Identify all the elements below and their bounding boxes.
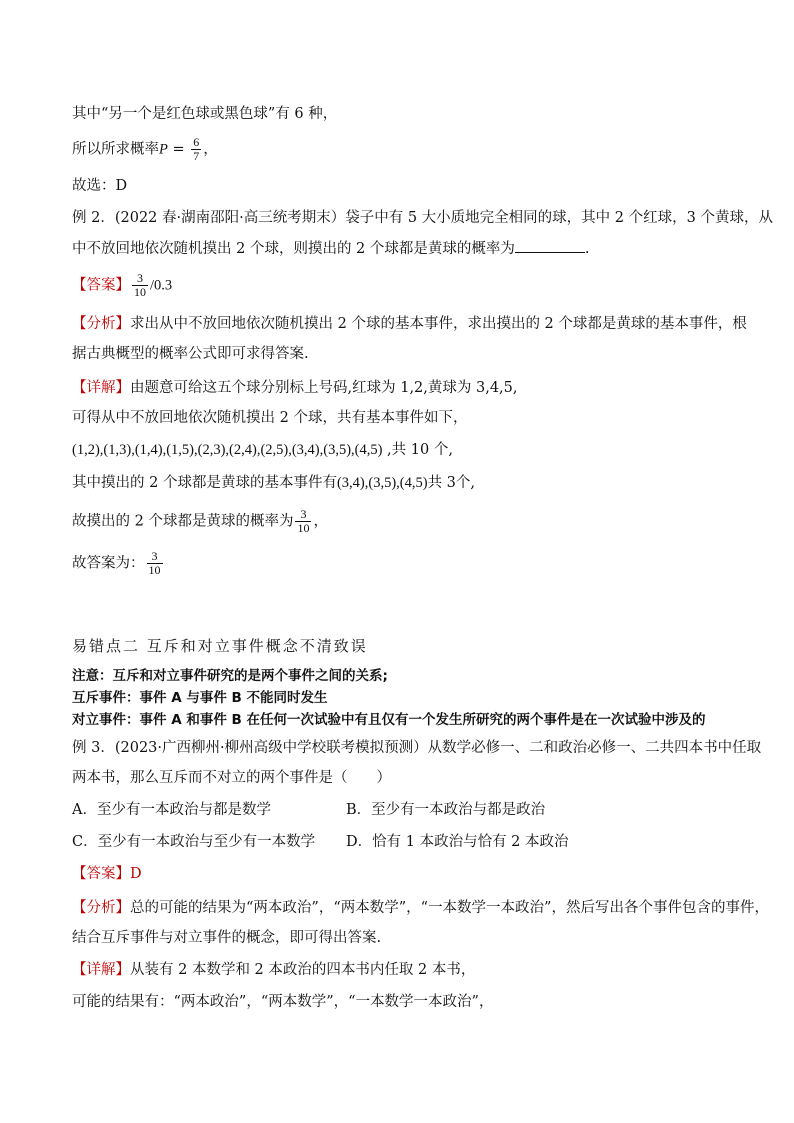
analysis-line-1: 【分析】求出从中不放回地依次随机摸出 2 个球的基本事件，求出摸出的 2 个球都是黄球的基本事件，根 — [72, 316, 747, 332]
fraction: $\frac{3}{10}$ — [134, 271, 146, 299]
text-line-14: 故答案为： $\frac{3}{10}$ — [72, 549, 161, 577]
text-line-4: 例 2．(2022 春·湖南邵阳·高三统考期末）袋子中有 5 大小质地完全相同的球，其中 2 个红球，3 个黄球，从 — [72, 210, 773, 226]
text-line-1: 其中“另一个是红色球或黑色球”有 6 种， — [72, 106, 338, 122]
text-line-12: 其中摸出的 2 个球都是黄球的基本事件有(3,4),(3,5),(4,5)共 3个, — [72, 475, 476, 491]
text-line-11: (1,2),(1,3),(1,4),(1,5),(2,3),(2,4),(2,5),(3,4),(3,5),(4,5) ,共 10 个, — [72, 442, 453, 458]
option-c: C．至少有一本政治与至少有一本数学 — [72, 834, 316, 850]
text-line-3: 故选：D — [72, 178, 128, 194]
answer-line-2: 【答案】D — [72, 866, 142, 882]
option-d: D．恰有 1 本政治与恰有 2 本政治 — [346, 834, 569, 850]
fraction: $\frac{6}{7}$ — [193, 135, 200, 163]
detail-line-2: 【详解】从装有 2 本数学和 2 本政治的四本书内任取 2 本书， — [72, 962, 476, 978]
text-line-19: 结合互斥事件与对立事件的概念，即可得出答案. — [72, 930, 382, 946]
note-line-3: 对立事件：事件 A 和事件 B 在任何一次试验中有且仅有一个发生所研究的两个事件是在一次试验中涉及的 — [72, 712, 706, 728]
detail-line-1: 【详解】由题意可给这五个球分别标上号码,红球为 1,2,黄球为 3,4,5, — [72, 380, 518, 396]
text-line-10: 可得从中不放回地依次随机摸出 2 个球，共有基本事件如下， — [72, 410, 468, 426]
fraction: $\frac{3}{10}$ — [148, 549, 161, 577]
text-line-8: 据古典概型的概率公式即可求得答案. — [72, 346, 309, 362]
text-line-15: 例 3．(2023·广西柳州·柳州高级中学校联考模拟预测）从数学必修一、二和政治必修一、二共四本书中任取 — [72, 740, 762, 756]
option-b: B．至少有一本政治与都是政治 — [346, 802, 546, 818]
fraction: $\frac{3}{10}$ — [297, 507, 310, 535]
text-line-16: 两本书，那么互斥而不对立的两个事件是（ ） — [72, 770, 391, 786]
text-line-5: 中不放回地依次随机摸出 2 个球，则摸出的 2 个球都是黄球的概率为 . — [72, 238, 590, 259]
answer-line-1: 【答案】 $\frac{3}{10}$ /0.3 — [72, 271, 173, 299]
option-a: A．至少有一本政治与都是数学 — [72, 802, 271, 818]
text-line-13: 故摸出的 2 个球都是黄球的概率为 $\frac{3}{10}$ ， — [72, 507, 328, 535]
analysis-line-2: 【分析】总的可能的结果为“两本政治”，“两本数学”，“一本数学一本政治”，然后写出各个事件包含的事件， — [72, 900, 769, 916]
note-line-2: 互斥事件：事件 A 与事件 B 不能同时发生 — [72, 690, 328, 706]
section-heading: 易错点二 互斥和对立事件概念不清致误 — [72, 637, 368, 655]
note-line-1: 注意：互斥和对立事件研究的是两个事件之间的关系; — [72, 668, 388, 684]
text-line-2: 所以所求概率P = $\frac{6}{7}$ ， — [72, 135, 218, 163]
answer-blank — [515, 238, 585, 253]
text-line-21: 可能的结果有：“两本政治”，“两本数学”，“一本数学一本政治”， — [72, 994, 494, 1010]
